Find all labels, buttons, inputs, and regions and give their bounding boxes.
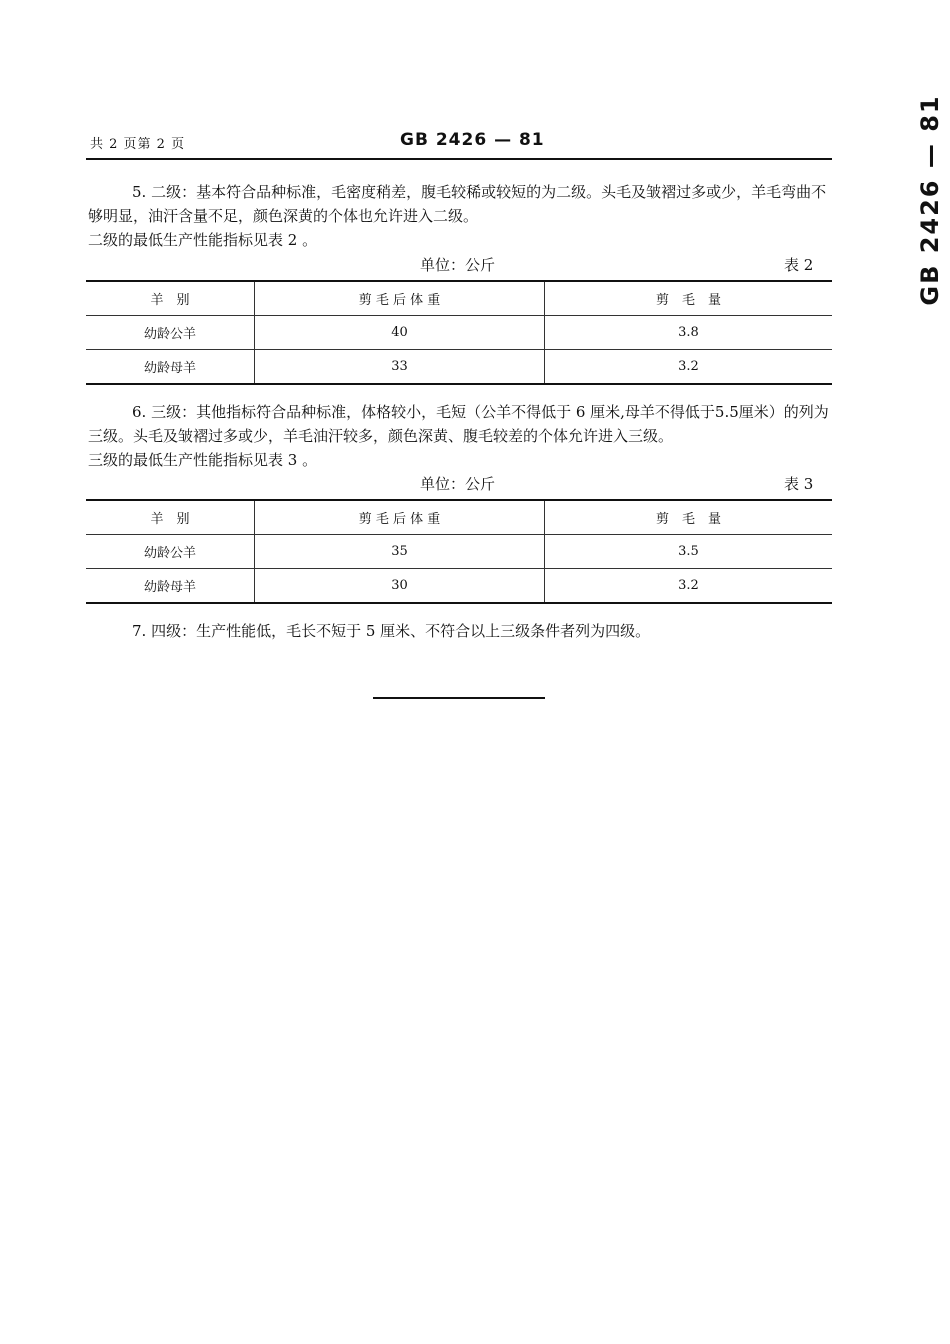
table-row — [86, 316, 832, 350]
column-header-wool-yield: 剪 毛 量 — [545, 281, 833, 316]
row-wool-yield: 3.2 — [545, 350, 833, 385]
row-wool-yield: 3.5 — [545, 535, 833, 569]
section-7 — [88, 619, 832, 643]
row-body-weight: 40 — [255, 316, 545, 350]
table-row — [86, 535, 832, 569]
table-2-unit: 单位：公斤 — [420, 256, 496, 274]
section-6-paragraph: 6. 三级：其他指标符合品种标准，体格较小，毛短（公羊不得低于 6 厘米,母羊不得低于5.5厘米）的列为三级。头毛及皱褶过多或少，羊毛油汗较多，颜色深黄、腹毛较差的个体允许进入三级。 — [88, 403, 829, 445]
section-6 — [88, 400, 832, 472]
section-5-paragraph: 5. 二级：基本符合品种标准，毛密度稍差，腹毛较稀或较短的为二级。头毛及皱褶过多或少，羊毛弯曲不够明显，油汗含量不足，颜色深黄的个体也允许进入二级。 — [88, 183, 827, 225]
side-document-code: GB 2426 — 81 — [916, 94, 944, 306]
section-7-paragraph: 7. 四级：生产性能低，毛长不短于 5 厘米、不符合以上三级条件者列为四级。 — [132, 622, 651, 640]
table-3-unit: 单位：公斤 — [420, 475, 496, 493]
row-category: 幼龄母羊 — [86, 569, 255, 604]
section-5 — [88, 180, 832, 252]
column-header-body-weight: 剪 毛 后 体 重 — [255, 281, 545, 316]
table-header-row — [86, 500, 832, 535]
row-category: 幼龄公羊 — [86, 535, 255, 569]
column-header-body-weight: 剪 毛 后 体 重 — [255, 500, 545, 535]
row-body-weight: 35 — [255, 535, 545, 569]
table-2 — [86, 280, 832, 385]
header-rule — [86, 158, 832, 160]
section-5-table-reference: 二级的最低生产性能指标见表 2 。 — [88, 231, 318, 249]
page-info: 共 2 页第 2 页 — [90, 137, 186, 152]
row-body-weight: 33 — [255, 350, 545, 385]
row-body-weight: 30 — [255, 569, 545, 604]
table-header-row — [86, 281, 832, 316]
table-3-number: 表 3 — [784, 475, 814, 493]
row-wool-yield: 3.2 — [545, 569, 833, 604]
end-rule — [373, 697, 545, 699]
column-header-wool-yield: 剪 毛 量 — [545, 500, 833, 535]
table-row — [86, 350, 832, 385]
document-code: GB 2426 — 81 — [400, 130, 545, 150]
row-wool-yield: 3.8 — [545, 316, 833, 350]
section-6-table-reference: 三级的最低生产性能指标见表 3 。 — [88, 451, 318, 469]
table-2-number: 表 2 — [784, 256, 814, 274]
column-header-category: 羊 别 — [86, 500, 255, 535]
table-3 — [86, 499, 832, 604]
column-header-category: 羊 别 — [86, 281, 255, 316]
table-row — [86, 569, 832, 604]
row-category: 幼龄公羊 — [86, 316, 255, 350]
row-category: 幼龄母羊 — [86, 350, 255, 385]
